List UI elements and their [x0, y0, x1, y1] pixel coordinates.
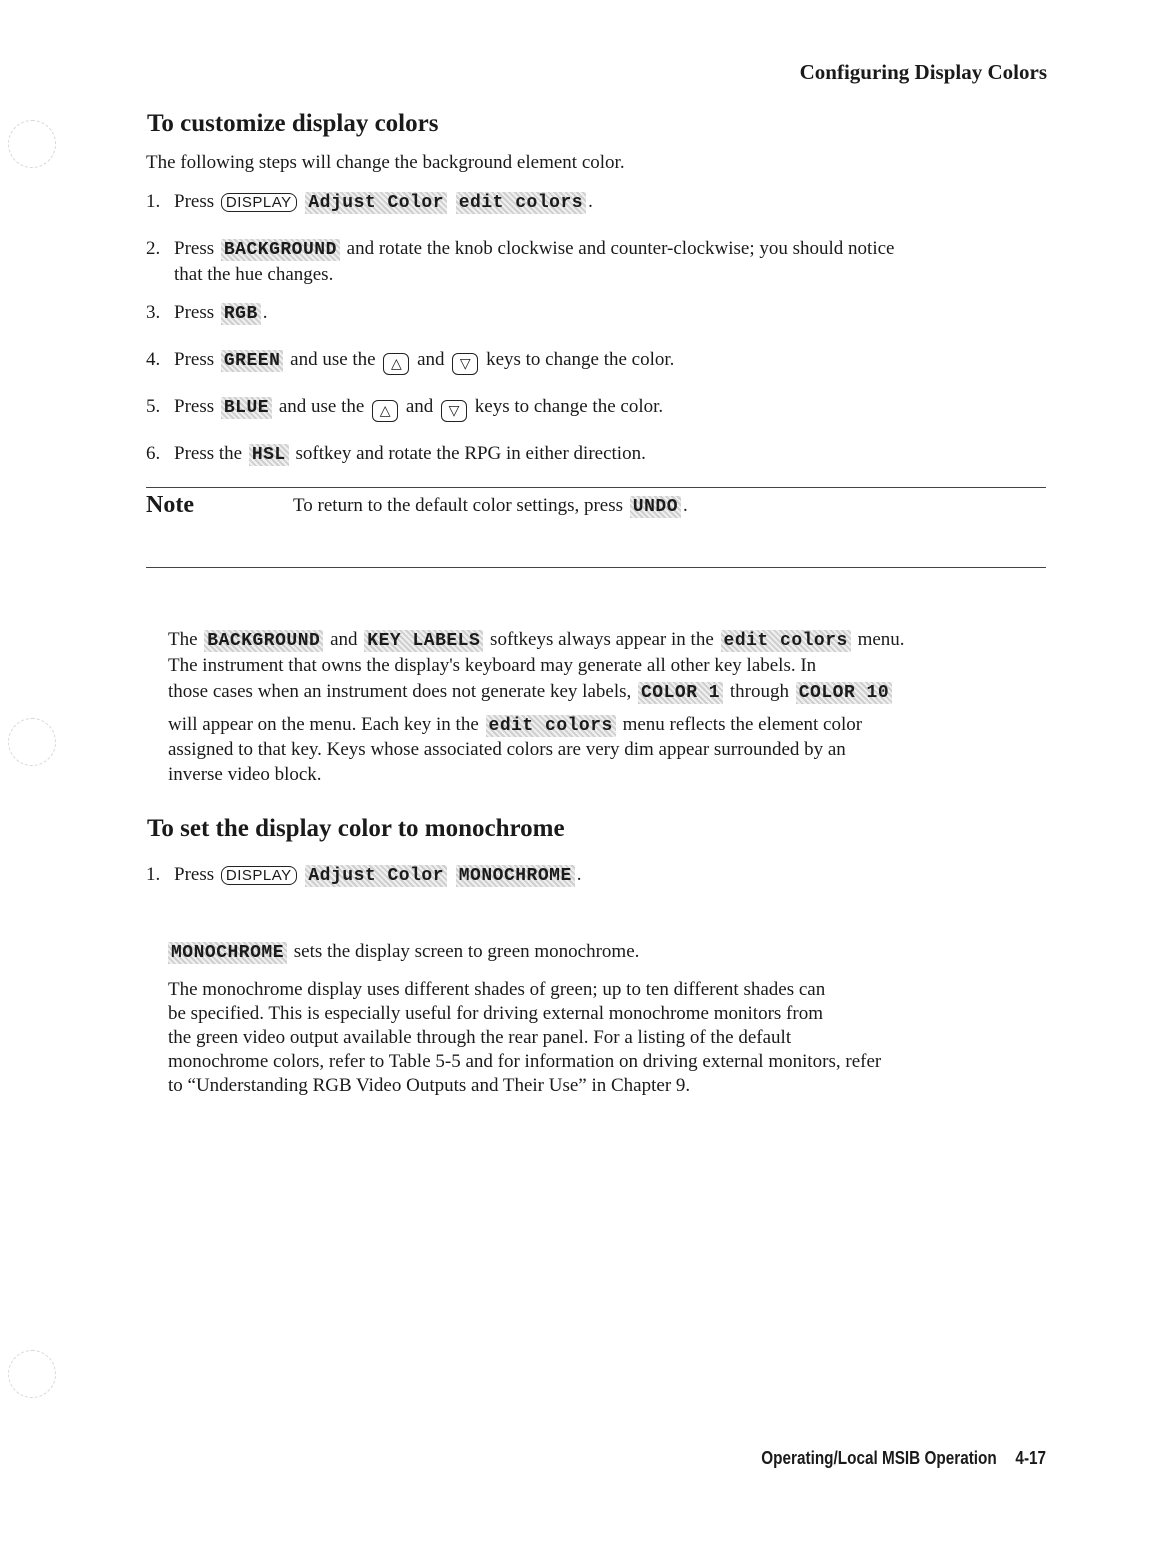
- step-text: Press: [174, 349, 215, 370]
- body-line: be specified. This is especially useful for driving external monochrome monitors from: [168, 1003, 823, 1024]
- body-line: [168, 627, 905, 654]
- softkey-edit-colors: edit colors: [721, 630, 851, 652]
- footer-section-title: Operating/Local MSIB Operation: [761, 1448, 997, 1468]
- step-5: [146, 394, 1046, 422]
- body-line: to “Understanding RGB Video Outputs and Their Use” in Chapter 9.: [168, 1075, 691, 1096]
- softkey-background: BACKGROUND: [204, 630, 323, 652]
- up-triangle-icon: △: [383, 353, 409, 375]
- step-text: Press: [174, 191, 215, 212]
- softkey-monochrome: MONOCHROME: [168, 942, 287, 964]
- step-number: 2.: [146, 238, 161, 259]
- softkey-green: GREEN: [221, 350, 284, 372]
- note-sentence: To return to the default color settings, press: [293, 495, 624, 516]
- intro-text: The following steps will change the background element color.: [146, 152, 625, 173]
- mono-step-1: [146, 862, 1046, 889]
- softkey-color-10: COLOR 10: [796, 682, 892, 704]
- softkey-edit-colors: edit colors: [486, 715, 616, 737]
- softkey-hsl: HSL: [249, 444, 289, 466]
- step-4: [146, 347, 1046, 375]
- display-hardkey: DISPLAY: [221, 193, 297, 212]
- section-title-customize: To customize display colors: [147, 110, 439, 137]
- step-text: softkey and rotate the RPG in either direction.: [295, 443, 646, 464]
- softkey-color-1: COLOR 1: [638, 682, 723, 704]
- step-6: [146, 441, 1046, 468]
- display-hardkey: DISPLAY: [221, 866, 297, 885]
- step-text: Press: [174, 302, 215, 323]
- step-3: [146, 300, 1046, 327]
- step-number: 1.: [146, 864, 161, 885]
- page-footer: [761, 1448, 1046, 1469]
- softkey-adjust-color: Adjust Color: [305, 865, 447, 887]
- step-text: keys to change the color.: [474, 396, 664, 417]
- step-text: .: [588, 191, 593, 212]
- text: The: [168, 629, 198, 650]
- page-number: 4-17: [1015, 1448, 1046, 1468]
- step-2: [146, 236, 1046, 285]
- body-line: inverse video block.: [168, 764, 322, 785]
- step-text: .: [576, 864, 582, 885]
- softkey-edit-colors: edit colors: [456, 192, 586, 214]
- body-line: monochrome colors, refer to Table 5-5 and for information on driving external monitors, refer: [168, 1051, 882, 1072]
- binder-hole: [8, 120, 56, 168]
- softkey-blue: BLUE: [221, 397, 272, 419]
- text: menu reflects the element color: [622, 714, 863, 735]
- up-triangle-icon: △: [372, 400, 398, 422]
- binder-hole: [8, 718, 56, 766]
- step-number: 5.: [146, 396, 161, 417]
- section-title-monochrome: To set the display color to monochrome: [147, 815, 565, 842]
- down-triangle-icon: ▽: [452, 353, 478, 375]
- step-number: 4.: [146, 349, 161, 370]
- softkey-undo: UNDO: [630, 496, 681, 518]
- text: and: [330, 629, 358, 650]
- softkey-monochrome: MONOCHROME: [456, 865, 575, 887]
- softkey-background: BACKGROUND: [221, 239, 340, 261]
- step-1: [146, 189, 1046, 216]
- text: through: [729, 681, 789, 702]
- step-text: and rotate the knob clockwise and counter-clockwise; you should notice: [346, 238, 895, 259]
- step-text: and: [417, 349, 445, 370]
- binder-hole: [8, 1350, 56, 1398]
- step-text-continued: that the hue changes.: [174, 264, 334, 285]
- running-header: Configuring Display Colors: [799, 60, 1047, 84]
- note-period: .: [683, 495, 688, 516]
- body-line: The monochrome display uses different shades of green; up to ten different shades can: [168, 979, 826, 1000]
- down-triangle-icon: ▽: [441, 400, 467, 422]
- text: sets the display screen to green monochrome.: [293, 941, 640, 962]
- step-number: 6.: [146, 443, 161, 464]
- step-text: and use the: [278, 396, 365, 417]
- step-text: keys to change the color.: [486, 349, 675, 370]
- note-label: Note: [146, 492, 194, 518]
- step-text: Press: [174, 238, 215, 259]
- step-number: 1.: [146, 191, 161, 212]
- step-text: and use the: [290, 349, 376, 370]
- step-text: Press: [174, 864, 215, 885]
- body-line: assigned to that key. Keys whose associated colors are very dim appear surrounded by an: [168, 739, 846, 760]
- text: menu.: [857, 629, 905, 650]
- step-number: 3.: [146, 302, 161, 323]
- step-text: .: [262, 302, 268, 323]
- monochrome-description: [168, 939, 639, 966]
- note-bottom-rule: [146, 567, 1046, 568]
- note-text: [293, 493, 688, 520]
- body-line: the green video output available through the rear panel. For a listing of the default: [168, 1027, 792, 1048]
- body-line: The instrument that owns the display's keyboard may generate all other key labels. In: [168, 655, 817, 676]
- softkey-key-labels: KEY LABELS: [364, 630, 483, 652]
- body-line: [168, 679, 894, 706]
- text: those cases when an instrument does not generate key labels,: [168, 681, 632, 702]
- body-line: [168, 712, 862, 739]
- note-top-rule: [146, 487, 1046, 488]
- text: softkeys always appear in the: [490, 629, 714, 650]
- softkey-adjust-color: Adjust Color: [305, 192, 447, 214]
- softkey-rgb: RGB: [221, 303, 261, 325]
- step-text: and: [405, 396, 434, 417]
- text: will appear on the menu. Each key in the: [168, 714, 479, 735]
- step-text: Press: [174, 396, 215, 417]
- step-text: Press the: [174, 443, 243, 464]
